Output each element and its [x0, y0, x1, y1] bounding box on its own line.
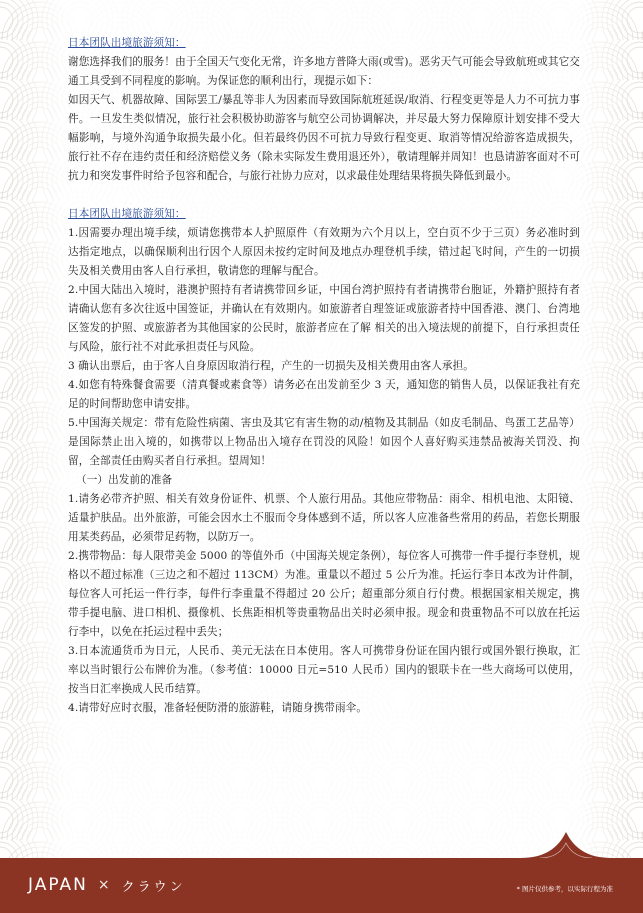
notice-2-item: 4.如您有特殊餐食需要（清真餐或素食等）请务必在出发前至少 3 天，通知您的销售人员，以保证我社有充足的时间帮助您申请安排。: [68, 379, 580, 410]
notice-2-item: 5.中国海关规定：带有危险性病菌、害虫及其它有害生物的动/植物及其制品（如皮毛制品、鸟蛋工艺品等）是国际禁止出入境的，如携带以上物品出入境存在罚没的风险！如因个人喜好购买违禁品被海关罚没、拘留，全部责任由购买者自行承担。望周知！: [68, 417, 580, 467]
footer-note: * 图片仅供参考，以实际行程为准: [516, 885, 613, 893]
brand-name: JAPAN: [28, 875, 88, 895]
notice-2-item: 1.因需要办理出境手续，烦请您携带本人护照原件（有效期为六个月以上，空白页不少于三页）务必准时到达指定地点，以确保顺利出行因个人原因未按约定时间及地点办理登机手续，错过起飞时间，产生的一切损失及相关费用由客人自行承担，敬请您的理解与配合。: [68, 227, 580, 277]
brand-kana: クラウン: [121, 879, 186, 895]
notice-2-heading: 日本团队出境旅游须知：: [68, 208, 186, 220]
document-body: [68, 34, 580, 718]
section-1-item: 4.请带好应时衣服，准备轻便防滑的旅游鞋，请随身携带雨伞。: [68, 702, 368, 714]
notice-1-paragraph: 如因天气、机器故障、国际罢工/暴乱等非人为因素而导致国际航班延误/取消、行程变更等是人力不可抗力事件。一旦发生类似情况，旅行社会积极协助游客与航空公司协调解决，并尽最大努力保障原计划安排不受大幅影响，与境外沟通争取损失最小化。但若最终仍因不可抗力导致行程变更、取消等情况给游客造成损失，旅行社不存在违约责任和经济赔偿义务（除未实际发生费用退还外），敬请理解并周知！也恳请游客面对不可抗力和突发事件时给予包容和配合，与旅行社协力应对，以求最佳处理结果将损失降低到最小。: [68, 94, 580, 182]
footer-brand: [28, 875, 186, 895]
notice-1-paragraph: 谢您选择我们的服务！由于全国天气变化无常，许多地方普降大雨(或雪)。恶劣天气可能会导致航班或其它交通工具受到不同程度的影响。为保证您的顺利出行，现提示如下：: [68, 56, 580, 87]
footer-bar: [0, 858, 643, 913]
section-1-heading: （一）出发前的准备: [76, 474, 173, 486]
section-1-item: 3.日本流通货币为日元，人民币、美元无法在日本使用。客人可携带身份证在国内银行或国外银行换取，汇率以当时银行公布牌价为准。（参考值：10000 日元=510 人民币）国内的银联卡在一些大商场可以使用，按当日汇率换成人民币结算。: [68, 645, 580, 695]
section-1-item: 2.携带物品：每人限带美金 5000 的等值外币（中国海关规定条例），每位客人可携带一件手提行李登机，规格以不超过标准（三边之和不超过 113CM）为准。重量以不超过 5 公斤为准。托运行李日本改为计件制，每位客人可托运一件行李，每件行李重量不得超过 20 公斤；超重部分须自行付费。根据国家相关规定，携带手提电脑、进口相机、摄像机、长焦距相机等贵重物品出关时必须申报。现金和贵重物品不可以放在托运行李中，以免在托运过程中丢失；: [68, 550, 580, 638]
brand-separator: ×: [97, 877, 112, 893]
notice-1-heading: 日本团队出境旅游须知：: [68, 37, 186, 49]
notice-2-item: 3 确认出票后，由于客人自身原因取消行程，产生的一切损失及相关费用由客人承担。: [68, 360, 474, 372]
notice-2-item: 2.中国大陆出入境时，港澳护照持有者请携带回乡证，中国台湾护照持有者请携带台胞证，外籍护照持有者请确认您有多次往返中国签证，并确认在有效期内。如旅游者自理签证或旅游者持中国香港、澳门、台湾地区签发的护照、或旅游者为其他国家的公民时，旅游者应在了解 相关的出入境法规的前提下，自行承担责任与风险，旅行社不对此承担责任与风险。: [68, 284, 580, 353]
section-1-item: 1.请务必带齐护照、相关有效身份证件、机票、个人旅行用品。其他应带物品：雨伞、相机电池、太阳镜、适量护肤品。出外旅游，可能会因水土不服而令身体感到不适，所以客人应准备些常用的药品，若您长期服用某类药品，必须带足药物，以防万一。: [68, 493, 580, 543]
